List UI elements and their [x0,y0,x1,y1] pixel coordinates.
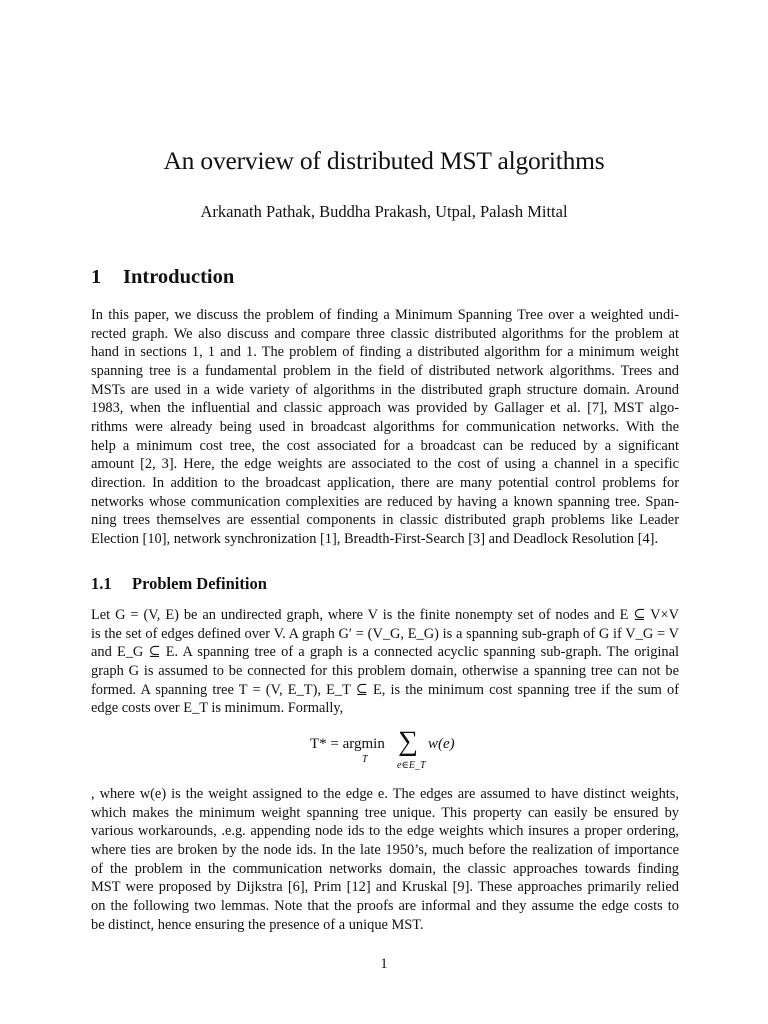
formula-rhs: w(e) [428,736,455,752]
after-formula-paragraph [91,785,679,934]
definition-line: formed. A spanning tree T = (V, E_T), E_T ⊆ E, is the minimum cost spanning tree if the sum of [91,681,679,698]
formula-lhs: T* = argmin [310,736,385,752]
page-number: 1 [380,956,388,972]
section-heading-introduction [91,266,234,289]
intro-line[interactable]: hand in sections 1, 1 and 1. The problem of finding a distributed algorithm for a minimum weight [91,344,679,361]
intro-line: rected graph. We also discuss and compare three classic distributed algorithms for the problem at [91,325,679,342]
definition-line: and E_G ⊆ E. A spanning tree of a graph is a connected acyclic spanning sub-graph. The original [91,644,679,661]
intro-line: help a minimum cost tree, the cost associated for a broadcast can be reduced by a significant [91,437,679,454]
intro-line: In this paper, we discuss the problem of finding a Minimum Spanning Tree over a weighted undi- [91,307,679,323]
section-number: 1 [91,266,102,288]
paragraph-line: on the following two lemmas. Note that the proofs are informal and they assume the edge costs to [91,897,679,914]
subsection-title: Problem Definition [132,574,267,593]
definition-line: graph G is assumed to be connected for this problem domain, otherwise a spanning tree can not be [91,662,679,679]
intro-line: MSTs are used in a wide variety of algorithms in the distributed graph structure domain. Around [91,381,679,398]
paragraph-line: , where w(e) is the weight assigned to the edge e. The edges are assumed to have distinct weights, [91,786,679,802]
paragraph-line: of the problem in the communication networks domain, the classic approaches towards finding [91,860,679,877]
definition-line: Let G = (V, E) be an undirected graph, where V is the finite nonempty set of nodes and E ⊆ V×V [91,607,679,623]
definition-paragraph [91,606,679,718]
intro-line: direction. In addition to the broadcast application, there are many potential control problems for [91,474,679,491]
formula-sum-subscript: e∈E_T [397,760,426,771]
formula-argmin-subscript: T [362,754,368,765]
paper-title: An overview of distributed MST algorithms [163,146,605,175]
paragraph-line[interactable]: MST were proposed by Dijkstra [6], Prim [12] and Kruskal [9]. These approaches primarily relied [91,879,679,896]
subsection-number: 1.1 [91,574,112,593]
intro-paragraph [91,306,679,549]
intro-line: spanning tree is a fundamental problem in the field of distributed network algorithms. Trees and [91,362,679,379]
intro-line: networks whose communication complexities are reduced by having a known spanning tree. Span- [91,493,679,510]
intro-line: ning trees themselves are essential components in classic distributed graph problems like Leader [91,512,679,529]
paper-authors: Arkanath Pathak, Buddha Prakash, Utpal, Palash Mittal [200,202,568,221]
definition-line: is the set of edges defined over V. A graph G′ = (V_G, E_G) is a spanning sub-graph of G if V_G = V [91,625,679,642]
intro-line[interactable]: amount [2, 3]. Here, the edge weights are associated to the cost of using a channel in a specific [91,456,679,473]
paragraph-line: be distinct, hence ensuring the presence of a unique MST. [91,916,424,933]
mst-formula [0,726,768,772]
intro-line[interactable]: Election [10], network synchronization [1], Breadth-First-Search [3] and Deadlock Resolution [4]. [91,530,659,547]
paragraph-line: which makes the minimum weight spanning tree unique. This property can easily be ensured by [91,804,679,821]
intro-line[interactable]: 1983, when the influential and classic approach was provided by Gallager et al. [7], MST algo- [91,400,679,417]
section-title: Introduction [123,266,235,288]
paragraph-line: various workarounds, .e.g. appending node ids to the edge weights which insures a proper ordering, [91,823,679,840]
definition-line: edge costs over E_T is minimum. Formally, [91,700,344,717]
subsection-heading-problem-definition [91,574,267,594]
intro-line: rithms were already being used in broadcast algorithms for communication networks. With the [91,418,679,435]
paragraph-line: where ties are broken by the node ids. In the late 1950’s, much before the realization of importance [91,841,679,858]
formula-sum-symbol: ∑ [398,726,418,757]
